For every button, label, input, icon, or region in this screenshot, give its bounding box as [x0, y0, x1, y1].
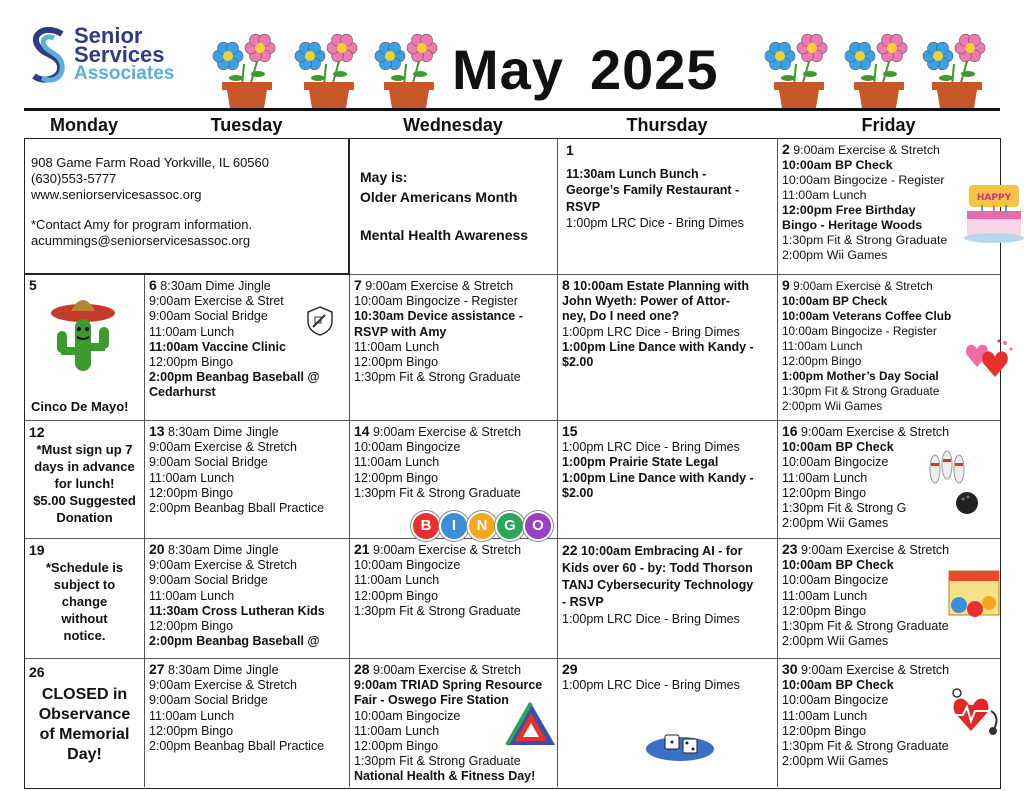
day-cell-7 — [350, 275, 558, 421]
event-line: 11:30am Cross Lutheran Kids — [149, 603, 325, 618]
event-line: 12:00pm Bingo — [354, 739, 439, 754]
birthday-cake-icon — [963, 181, 1024, 245]
event-line: 12:00pm Bingo — [354, 470, 439, 485]
day-number-line — [354, 542, 553, 558]
info-cell — [25, 139, 350, 275]
flower-pot-icon — [370, 28, 448, 108]
event-line: 1:30pm Fit & Strong Graduate — [782, 619, 949, 634]
event-line: 9:00am Exercise & Stretch — [369, 425, 522, 439]
day-number-line — [29, 662, 140, 683]
event-line: 10:00am BP Check — [782, 440, 894, 455]
day-cell-1 — [558, 139, 778, 275]
event-line: 10:00am Bingocize — [354, 440, 461, 455]
event-line: without — [61, 611, 108, 626]
event-line: 10:00am Embracing AI - for — [577, 544, 743, 558]
flower-pot-icon — [290, 28, 368, 108]
event-line: 2:00pm Wii Games — [782, 754, 889, 769]
event-line: 12:00pm Bingo — [149, 485, 234, 500]
event-line: 10:00am BP Check — [782, 294, 888, 308]
event-line: 9:00am TRIAD Spring Resource — [354, 678, 543, 693]
event-line: 11:00am Lunch — [782, 588, 868, 603]
bingo-ball: O — [523, 511, 553, 541]
event-line: 11:00am Vaccine Clinic — [149, 339, 286, 354]
title-month: May — [452, 38, 564, 101]
event-line: 1:30pm Fit & Strong Graduate — [782, 233, 948, 247]
flower-pot-icon — [840, 28, 918, 113]
event-line: 9:00am Exercise & Stretch — [797, 663, 950, 677]
event-line: 9:00am Exercise & Stretch — [797, 425, 950, 439]
svg-text:HAPPY: HAPPY — [976, 193, 1012, 203]
event-line: 9:00am Exercise & Stretch — [149, 440, 297, 455]
website: www.seniorservicesassoc.org — [31, 187, 202, 202]
day-number: 9 — [782, 277, 790, 293]
event-line: change — [61, 594, 108, 609]
event-line: 9:00am Exercise & Stretch — [797, 543, 950, 557]
event-line: 10:00am Bingocize - Register — [354, 294, 518, 309]
event-line: Day! — [67, 746, 102, 763]
event-line: 10:00am BP Check — [782, 558, 894, 573]
event-line: 11:00am Lunch — [149, 324, 235, 339]
event-line: $2.00 — [562, 355, 594, 370]
event-line: CLOSED in — [41, 686, 128, 703]
vaccine-shield-icon — [305, 305, 335, 337]
event-line: Bingo - Heritage Woods — [782, 218, 923, 232]
day-number: 22 — [562, 542, 578, 558]
day-cell-8 — [558, 275, 778, 421]
day-number-line — [562, 278, 773, 294]
day-header-monday: Monday — [49, 115, 118, 135]
day-number-line — [562, 542, 773, 560]
logo-line-3: Associates — [74, 63, 175, 84]
event-line: 1:00pm LRC Dice - Bring Dimes — [562, 678, 740, 693]
logo-text — [74, 23, 175, 84]
event-line: 1:00pm LRC Dice - Bring Dimes — [562, 324, 740, 339]
event-line: 11:00am Lunch — [782, 708, 868, 723]
day-number-line — [354, 424, 553, 440]
day-number: 20 — [149, 541, 165, 557]
event-line: 10:00am Bingocize — [354, 558, 461, 573]
day-number: 19 — [29, 542, 45, 558]
bingo-card-icon — [945, 567, 1003, 621]
event-line: 1:00pm LRC Dice - Bring Dimes — [562, 612, 740, 626]
event-line: 1:30pm Fit & Strong Graduate — [354, 754, 521, 769]
event-line: 1:30pm Fit & Strong Graduate — [782, 384, 940, 398]
day-number-line — [149, 662, 345, 678]
event-line: 11:00am Lunch — [782, 470, 868, 485]
event-line: 10:00am Estate Planning with — [569, 279, 750, 293]
event-line: $5.00 Suggested — [33, 493, 136, 508]
day-number: 1 — [566, 142, 574, 158]
event-line: 9:00am Exercise & Stretch — [369, 663, 522, 677]
page-title — [452, 38, 719, 102]
email: acummings@seniorservicesassoc.org — [31, 233, 251, 248]
event-line: 11:00am Lunch — [149, 588, 235, 603]
event-line: John Wyeth: Power of Attor- — [562, 294, 731, 309]
day-cell-12 — [25, 421, 145, 539]
event-line: 11:00am Lunch — [782, 188, 867, 202]
day-number: 23 — [782, 541, 798, 557]
logo-line-2: Services — [74, 42, 165, 67]
event-line: 1:00pm LRC Dice - Bring Dimes — [562, 440, 740, 455]
day-number: 21 — [354, 541, 370, 557]
event-line: 12:00pm Bingo — [149, 619, 234, 634]
day-cell-27 — [145, 659, 350, 787]
event-line: $2.00 — [562, 485, 594, 500]
event-line: 11:00am Lunch — [354, 573, 440, 588]
event-line: for lunch! — [54, 476, 115, 491]
event-line: 2:00pm Beanbag Baseball @ — [149, 634, 320, 649]
event-line: 10:00am Bingocize — [782, 693, 889, 708]
day-number-line — [354, 662, 553, 678]
ss-logo-icon — [26, 26, 72, 86]
flower-pot-icon — [918, 28, 996, 113]
day-number-line — [562, 424, 773, 440]
title-year: 2025 — [589, 38, 719, 101]
flower-pot-icon — [208, 28, 286, 108]
day-cell-22 — [558, 539, 778, 659]
hearts-icon — [963, 335, 1015, 383]
event-line: 1:00pm Line Dance with Kandy - — [562, 470, 754, 485]
day-number-line — [149, 278, 345, 294]
event-line: 1:30pm Fit & Strong Graduate — [354, 603, 521, 618]
event-line: 11:00am Lunch — [149, 470, 235, 485]
dice-icon — [643, 727, 717, 763]
contact-note: *Contact Amy for program information. — [31, 217, 253, 232]
may-is-cell — [350, 139, 558, 275]
event-line: Cedarhurst — [149, 385, 216, 400]
day-number-line — [782, 278, 996, 294]
day-number-line — [782, 542, 996, 558]
event-line: Donation — [56, 510, 113, 525]
bingo-ball: N — [467, 511, 497, 541]
event-line: RSVP with Amy — [354, 324, 447, 339]
event-line: 1:30pm Fit & Strong Graduate — [354, 485, 521, 500]
event-line: 8:30am Dime Jingle — [164, 663, 279, 677]
day-number: 28 — [354, 661, 370, 677]
day-cell-20 — [145, 539, 350, 659]
event-line: 1:00pm LRC Dice - Bring Dimes — [566, 216, 744, 230]
event-line: 9:00am Exercise & Stretch — [789, 279, 933, 293]
phone: (630)553-5777 — [31, 171, 117, 186]
event-line: 12:00pm Bingo — [149, 723, 234, 738]
event-line: 8:30am Dime Jingle — [164, 425, 279, 439]
event-line: 12:00pm Bingo — [149, 355, 234, 370]
day-cell-15 — [558, 421, 778, 539]
flower-pot-icon — [918, 28, 996, 108]
event-line: 9:00am Social Bridge — [149, 455, 268, 470]
event-line: 12:00pm Bingo — [782, 723, 867, 738]
event-line: 12:00pm Bingo — [782, 354, 862, 368]
event-line: 9:00am Exercise & Stretch — [369, 543, 522, 557]
event-line: 11:00am Lunch — [149, 708, 235, 723]
event-line: 10:00am Bingocize - Register — [782, 324, 937, 338]
day-number-line — [29, 278, 140, 294]
header-rule — [24, 108, 1000, 111]
event-line: 11:00am Lunch — [354, 339, 440, 354]
day-number: 30 — [782, 661, 798, 677]
event-line: 9:00am Exercise & Stretch — [149, 678, 297, 693]
day-number-line — [29, 424, 140, 441]
event-line: 12:00pm Free Birthday — [782, 203, 916, 217]
event-line: Kids over 60 - by: Todd Thorson — [562, 561, 753, 575]
bingo-ball: G — [495, 511, 525, 541]
event-line: 12:00pm Bingo — [782, 603, 867, 618]
event-line: Observance — [38, 706, 131, 723]
day-header-thursday: Thursday — [626, 115, 708, 135]
event-line: 2:00pm Wii Games — [782, 399, 883, 413]
event-line: subject to — [53, 577, 116, 592]
bingo-ball: B — [411, 511, 441, 541]
event-line: notice. — [63, 628, 106, 643]
may-is-label: May is: — [360, 169, 408, 185]
day-number: 13 — [149, 423, 165, 439]
event-line: 10:00am Bingocize — [782, 573, 889, 588]
day-number-line — [782, 662, 996, 678]
event-line: 11:30am Lunch Bunch - — [566, 166, 707, 181]
day-number-line — [354, 278, 553, 294]
event-line: 2:00pm Beanbag Bball Practice — [149, 739, 325, 754]
triad-logo-icon — [505, 701, 557, 747]
day-number: 26 — [29, 664, 45, 680]
bingo-balls — [411, 511, 551, 543]
cactus-sombrero-icon — [47, 293, 119, 375]
day-number: 2 — [782, 141, 790, 157]
flower-pot-icon — [760, 28, 838, 108]
day-cell-26 — [25, 659, 145, 787]
day-number-line — [29, 542, 140, 559]
day-number: 16 — [782, 423, 798, 439]
flower-pot-icon — [760, 28, 838, 113]
day-header-wednesday: Wednesday — [403, 115, 503, 135]
day-cell-29 — [558, 659, 778, 787]
event-line: RSVP — [566, 199, 601, 214]
flower-pot-icon — [208, 28, 286, 113]
day-number: 29 — [562, 661, 578, 677]
flower-pot-icon — [370, 28, 448, 113]
event-line: *Schedule is — [45, 560, 124, 575]
event-line: 1:30pm Fit & Strong G — [782, 501, 907, 516]
day-number: 15 — [562, 423, 578, 439]
event-line: Fair - Oswego Fire Station — [354, 693, 509, 708]
day-header-friday: Friday — [861, 115, 916, 135]
event-line: 10:00am Veterans Coffee Club — [782, 309, 952, 323]
event-line: 10:00am BP Check — [782, 678, 894, 693]
event-line: 8:30am Dime Jingle — [164, 543, 279, 557]
address: 908 Game Farm Road Yorkville, IL 60560 — [31, 155, 269, 170]
event-line: 2:00pm Beanbag Bball Practice — [149, 501, 325, 516]
day-number: 12 — [29, 424, 45, 440]
event-line: 11:00am Lunch — [782, 339, 863, 353]
event-line: 11:00am Lunch — [354, 723, 440, 738]
bingo-ball: I — [439, 511, 469, 541]
event-line: 9:00am Social Bridge — [149, 309, 268, 324]
event-line: 2:00pm Wii Games — [782, 634, 889, 649]
event-line: 1:30pm Fit & Strong Graduate — [782, 739, 949, 754]
day-cell-21 — [350, 539, 558, 659]
may-is-mental-health: Mental Health Awareness — [360, 227, 529, 243]
day-cell-13 — [145, 421, 350, 539]
event-line: 9:00am Social Bridge — [149, 573, 268, 588]
event-line: - RSVP — [562, 595, 604, 609]
day-number: 6 — [149, 277, 157, 293]
logo-line-1: Senior — [74, 23, 143, 48]
cinco-de-mayo-label: Cinco De Mayo! — [31, 398, 129, 414]
day-cell-6 — [145, 275, 350, 421]
day-number-line — [782, 142, 996, 158]
event-line: 9:00am Exercise & Stretch — [149, 558, 297, 573]
event-line: *Must sign up 7 — [36, 442, 133, 457]
event-line: 8:30am Dime Jingle — [156, 279, 271, 293]
day-number: 27 — [149, 661, 165, 677]
event-line: 10:00am Bingocize — [354, 708, 461, 723]
event-line: 2:00pm Beanbag Baseball @ — [149, 370, 320, 385]
day-header-tuesday: Tuesday — [210, 115, 283, 135]
day-number: 8 — [562, 277, 570, 293]
event-line: 2:00pm Wii Games — [782, 516, 889, 531]
day-number-line — [566, 142, 773, 160]
event-line: George’s Family Restaurant - — [566, 183, 740, 197]
event-line: 9:00am Exercise & Stret — [149, 294, 284, 309]
flower-pot-icon — [840, 28, 918, 108]
event-line: TANJ Cybersecurity Technology — [562, 578, 754, 592]
event-line: 10:00am Bingocize — [782, 455, 889, 470]
event-line: National Health & Fitness Day! — [354, 769, 536, 784]
event-line: 9:00am Exercise & Stretch — [789, 143, 940, 157]
event-line: 1:00pm Mother’s Day Social — [782, 369, 939, 383]
day-number-line — [782, 424, 996, 440]
may-is-older-americans: Older Americans Month — [360, 189, 518, 205]
event-line: 1:00pm Prairie State Legal — [562, 455, 719, 470]
day-number: 14 — [354, 423, 370, 439]
day-cell-19 — [25, 539, 145, 659]
event-line: 10:00am BP Check — [782, 158, 893, 172]
header — [0, 0, 1024, 110]
day-number-line — [562, 662, 773, 678]
event-line: 12:00pm Bingo — [782, 485, 867, 500]
event-line: of Memorial — [39, 726, 130, 743]
day-number-line — [149, 424, 345, 440]
day-number-line — [149, 542, 345, 558]
event-line: 1:30pm Fit & Strong Graduate — [354, 370, 521, 385]
day-number: 5 — [29, 277, 37, 293]
senior-services-logo — [26, 23, 216, 88]
flower-pot-icon — [290, 28, 368, 113]
event-line: 12:00pm Bingo — [354, 355, 439, 370]
event-line: 10:30am Device assistance - — [354, 309, 523, 324]
day-number: 7 — [354, 277, 362, 293]
event-line: 1:00pm Line Dance with Kandy - — [562, 339, 754, 354]
event-line: 2:00pm Wii Games — [782, 248, 888, 262]
event-line: 11:00am Lunch — [354, 455, 440, 470]
bowling-icon — [925, 449, 981, 517]
calendar-grid — [24, 138, 1012, 789]
event-line: days in advance — [34, 459, 135, 474]
event-line: 9:00am Exercise & Stretch — [361, 279, 514, 293]
event-line: 9:00am Social Bridge — [149, 693, 268, 708]
heart-stethoscope-icon — [949, 687, 1003, 739]
event-line: 12:00pm Bingo — [354, 588, 439, 603]
event-line: ney, Do I need one? — [562, 309, 680, 324]
event-line: 10:00am Bingocize - Register — [782, 173, 945, 187]
